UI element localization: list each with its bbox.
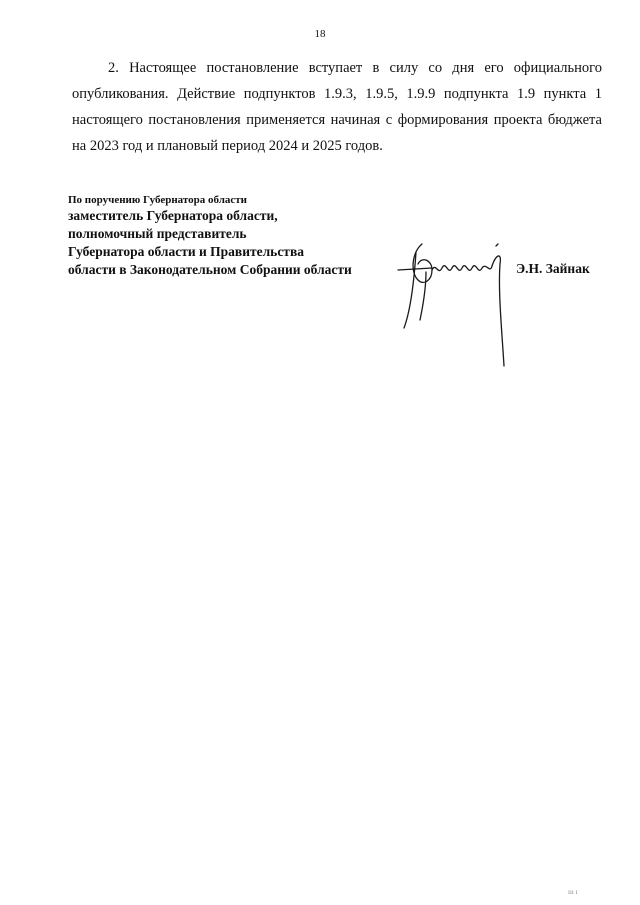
handwritten-signature — [392, 232, 522, 372]
page-number: 18 — [314, 28, 326, 40]
signer-position-line-1: заместитель Губернатора области, — [68, 208, 278, 223]
body-paragraph: 2. Настоящее постановление вступает в силу со дня его официального опубликования. Действие подпунктов 1.9.3, 1.9.5, 1.9.9 подпункта 1.9 пункта 1 настоящего постановления применяется начиная с формирования проекта бюджета на 2023 год и плановый период 2024 и 2025 годов. — [72, 60, 602, 154]
signer-position-line-4: области в Законодательном Собрании области — [68, 262, 352, 277]
signer-name: Э.Н. Зайнак — [516, 261, 590, 276]
signer-position-line-2: полномочный представитель — [68, 226, 247, 241]
signer-position-line-3: Губернатора области и Правительства — [68, 244, 304, 259]
signature-intro: По поручению Губернатора области — [68, 194, 248, 206]
footer-marks: ııı ı — [568, 888, 578, 896]
